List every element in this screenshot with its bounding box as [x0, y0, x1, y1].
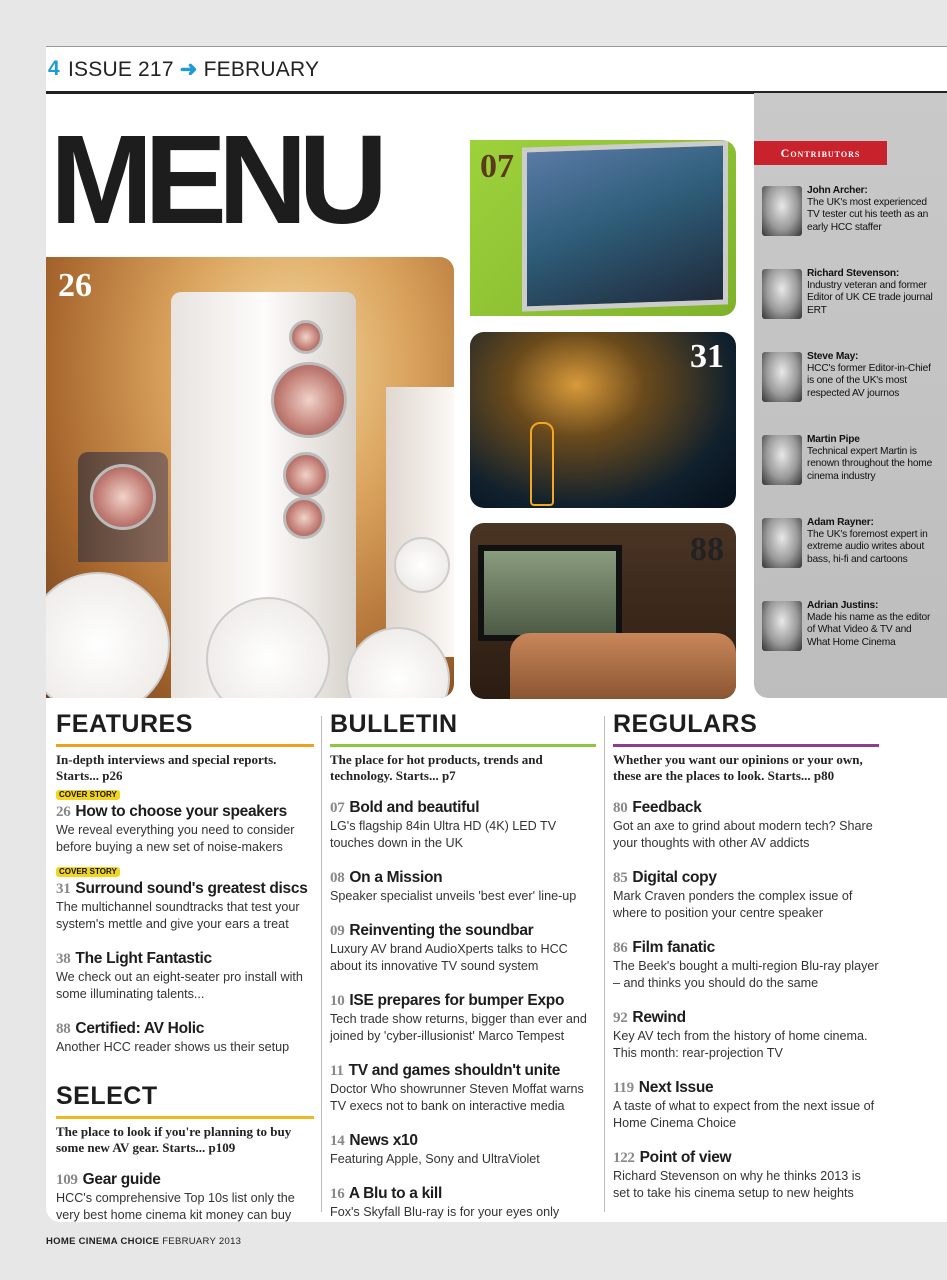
contributor-photo — [762, 186, 802, 236]
contributor-photo — [762, 601, 802, 651]
item-desc: Doctor Who showrunner Steven Moffat warns TV execs not to bank on interactive media — [330, 1082, 584, 1113]
item-desc: Got an axe to grind about modern tech? Share your thoughts with other AV addicts — [613, 819, 873, 850]
item-title: Certified: AV Holic — [75, 1020, 205, 1037]
item-title: A Blu to a kill — [348, 1185, 442, 1202]
regulars-intro: Whether you want our opinions or your own, these are the places to look. Starts... p80 — [613, 752, 863, 783]
contributor-name: Martin Pipe — [807, 434, 860, 445]
item-page: 07 — [330, 800, 345, 816]
select-rule — [56, 1116, 314, 1119]
issue-label: ISSUE 217 — [68, 58, 174, 81]
item-title: ISE prepares for bumper Expo — [349, 992, 565, 1009]
list-item[interactable] — [330, 1131, 596, 1168]
page-number: 4 — [48, 57, 60, 80]
speakers-image[interactable] — [46, 257, 454, 698]
features-rule — [56, 744, 314, 747]
page-footer — [46, 1236, 241, 1247]
item-page: 109 — [56, 1172, 78, 1188]
item-page: 122 — [613, 1150, 635, 1166]
footer-date: FEBRUARY 2013 — [162, 1236, 242, 1247]
list-item[interactable] — [56, 949, 314, 1003]
item-page: 26 — [56, 804, 71, 820]
features-intro: In-depth interviews and special reports. Starts... p26 — [56, 752, 277, 783]
item-page: 14 — [330, 1133, 345, 1149]
item-title: On a Mission — [349, 869, 443, 886]
footer-brand: HOME CINEMA CHOICE — [46, 1236, 160, 1247]
contributor-name: Steve May: — [807, 351, 859, 362]
item-title: How to choose your speakers — [75, 803, 287, 820]
item-title: Bold and beautiful — [349, 799, 480, 816]
item-title: Feedback — [632, 799, 702, 816]
list-item[interactable] — [613, 798, 879, 852]
item-page: 10 — [330, 993, 345, 1009]
item-page: 08 — [330, 870, 345, 886]
item-desc: Key AV tech from the history of home cinema. This month: rear-projection TV — [613, 1029, 868, 1060]
tron-page-number: 31 — [690, 338, 724, 375]
item-page: 38 — [56, 951, 71, 967]
list-item[interactable] — [613, 1148, 879, 1202]
bulletin-column — [330, 710, 596, 1237]
item-page: 85 — [613, 870, 628, 886]
item-desc: Featuring Apple, Sony and UltraViolet — [330, 1152, 540, 1166]
contributor-bio: Industry veteran and former Editor of UK CE trade journal ERT — [807, 280, 933, 316]
item-desc: The Beek's bought a multi-region Blu-ray player – and thinks you should do the same — [613, 959, 879, 990]
contributor-bio: The UK's most experienced TV tester cut his teeth as an early HCC staffer — [807, 197, 929, 233]
list-item[interactable] — [56, 784, 314, 856]
cinema-room-image[interactable] — [470, 523, 736, 699]
select-intro: The place to look if you're planning to buy some new AV gear. Starts... p109 — [56, 1124, 292, 1155]
item-title: Surround sound's greatest discs — [75, 880, 308, 897]
item-title: Point of view — [639, 1149, 732, 1166]
contributor-photo — [762, 352, 802, 402]
item-title: TV and games shouldn't unite — [348, 1062, 561, 1079]
regulars-heading: REGULARS — [613, 710, 758, 738]
contributor-bio: Made his name as the editor of What Video & TV and What Home Cinema — [807, 612, 931, 648]
item-title: Film fanatic — [632, 939, 715, 956]
item-desc: Fox's Skyfall Blu-ray is for your eyes only — [330, 1205, 560, 1219]
tron-image[interactable] — [470, 332, 736, 508]
item-desc: The multichannel soundtracks that test your system's mettle and give your ears a treat — [56, 900, 300, 931]
list-item[interactable] — [613, 938, 879, 992]
list-item[interactable] — [613, 868, 879, 922]
list-item[interactable] — [330, 1061, 596, 1115]
tv-page-number: 07 — [480, 148, 514, 185]
item-title: News x10 — [349, 1132, 418, 1149]
item-title: Rewind — [632, 1009, 686, 1026]
list-item[interactable] — [56, 861, 314, 933]
contributor-photo — [762, 269, 802, 319]
item-desc: Speaker specialist unveils 'best ever' line-up — [330, 889, 577, 903]
column-divider — [604, 716, 605, 1212]
item-desc: Another HCC reader shows us their setup — [56, 1040, 290, 1054]
list-item[interactable] — [330, 991, 596, 1045]
list-item[interactable] — [330, 921, 596, 975]
contributor-name: Adam Rayner: — [807, 517, 874, 528]
item-title: Reinventing the soundbar — [349, 922, 534, 939]
list-item[interactable] — [56, 1170, 314, 1224]
contributor-bio: The UK's foremost expert in extreme audio writes about bass, hi-fi and cartoons — [807, 529, 928, 565]
item-desc: A taste of what to expect from the next issue of Home Cinema Choice — [613, 1099, 875, 1130]
page-title: MENU — [50, 109, 380, 251]
page-header — [46, 46, 947, 94]
list-item[interactable] — [613, 1078, 879, 1132]
cinema-screen — [478, 545, 622, 641]
item-desc: Mark Craven ponders the complex issue of where to position your centre speaker — [613, 889, 853, 920]
cover-story-badge: COVER STORY — [56, 867, 120, 877]
item-page: 09 — [330, 923, 345, 939]
column-divider — [321, 716, 322, 1212]
item-desc: Luxury AV brand AudioXperts talks to HCC about its innovative TV sound system — [330, 942, 568, 973]
contributor-bio: HCC's former Editor-in-Chief is one of the UK's most respected AV journos — [807, 363, 931, 399]
list-item[interactable] — [56, 1019, 314, 1056]
item-page: 11 — [330, 1063, 344, 1079]
tv-screen — [522, 140, 728, 311]
list-item[interactable] — [613, 1008, 879, 1062]
item-page: 31 — [56, 881, 71, 897]
item-page: 86 — [613, 940, 628, 956]
contributor-photo — [762, 435, 802, 485]
item-desc: Tech trade show returns, bigger than ever and joined by 'cyber-illusionist' Marco Tempest — [330, 1012, 587, 1043]
issue-month: FEBRUARY — [203, 58, 320, 81]
item-desc: LG's flagship 84in Ultra HD (4K) LED TV touches down in the UK — [330, 819, 557, 850]
item-desc: Richard Stevenson on why he thinks 2013 is set to take his cinema setup to new heights — [613, 1169, 861, 1200]
features-heading: FEATURES — [56, 710, 193, 738]
subwoofer-grille — [46, 572, 170, 698]
item-desc: We reveal everything you need to consider before buying a new set of noise-makers — [56, 823, 295, 854]
contributor-name: Adrian Justins: — [807, 600, 879, 611]
item-page: 88 — [56, 1021, 71, 1037]
regulars-rule — [613, 744, 879, 747]
item-page: 92 — [613, 1010, 628, 1026]
cinema-seats — [510, 633, 736, 699]
bulletin-intro: The place for hot products, trends and technology. Starts... p7 — [330, 752, 543, 783]
arrow-icon: ➜ — [179, 58, 198, 81]
item-title: Next Issue — [638, 1079, 714, 1096]
cinema-page-number: 88 — [690, 531, 724, 568]
cover-story-badge: COVER STORY — [56, 790, 120, 800]
item-title: Digital copy — [632, 869, 717, 886]
bulletin-rule — [330, 744, 596, 747]
contributor-name: Richard Stevenson: — [807, 268, 900, 279]
contributor-name: John Archer: — [807, 185, 868, 196]
select-heading: SELECT — [56, 1082, 158, 1110]
contributors-title: Contributors — [754, 141, 887, 165]
item-title: The Light Fantastic — [75, 950, 212, 967]
item-page: 80 — [613, 800, 628, 816]
list-item[interactable] — [330, 1184, 596, 1221]
item-page: 16 — [330, 1186, 345, 1202]
tv-image[interactable] — [470, 140, 736, 316]
regulars-column — [613, 710, 879, 1218]
list-item[interactable] — [330, 798, 596, 852]
bookshelf-speaker — [78, 452, 168, 562]
contributor-photo — [762, 518, 802, 568]
bulletin-heading: BULLETIN — [330, 710, 458, 738]
tron-figure — [530, 422, 554, 506]
item-page: 119 — [613, 1080, 634, 1096]
hero-page-number: 26 — [58, 267, 92, 304]
features-column — [56, 710, 314, 1240]
item-desc: We check out an eight-seater pro install with some illuminating talents... — [56, 970, 303, 1001]
item-title: Gear guide — [82, 1171, 161, 1188]
list-item[interactable] — [330, 868, 596, 905]
contributor-bio: Technical expert Martin is renown throughout the home cinema industry — [807, 446, 933, 482]
item-desc: HCC's comprehensive Top 10s list only the very best home cinema kit money can buy — [56, 1191, 295, 1222]
